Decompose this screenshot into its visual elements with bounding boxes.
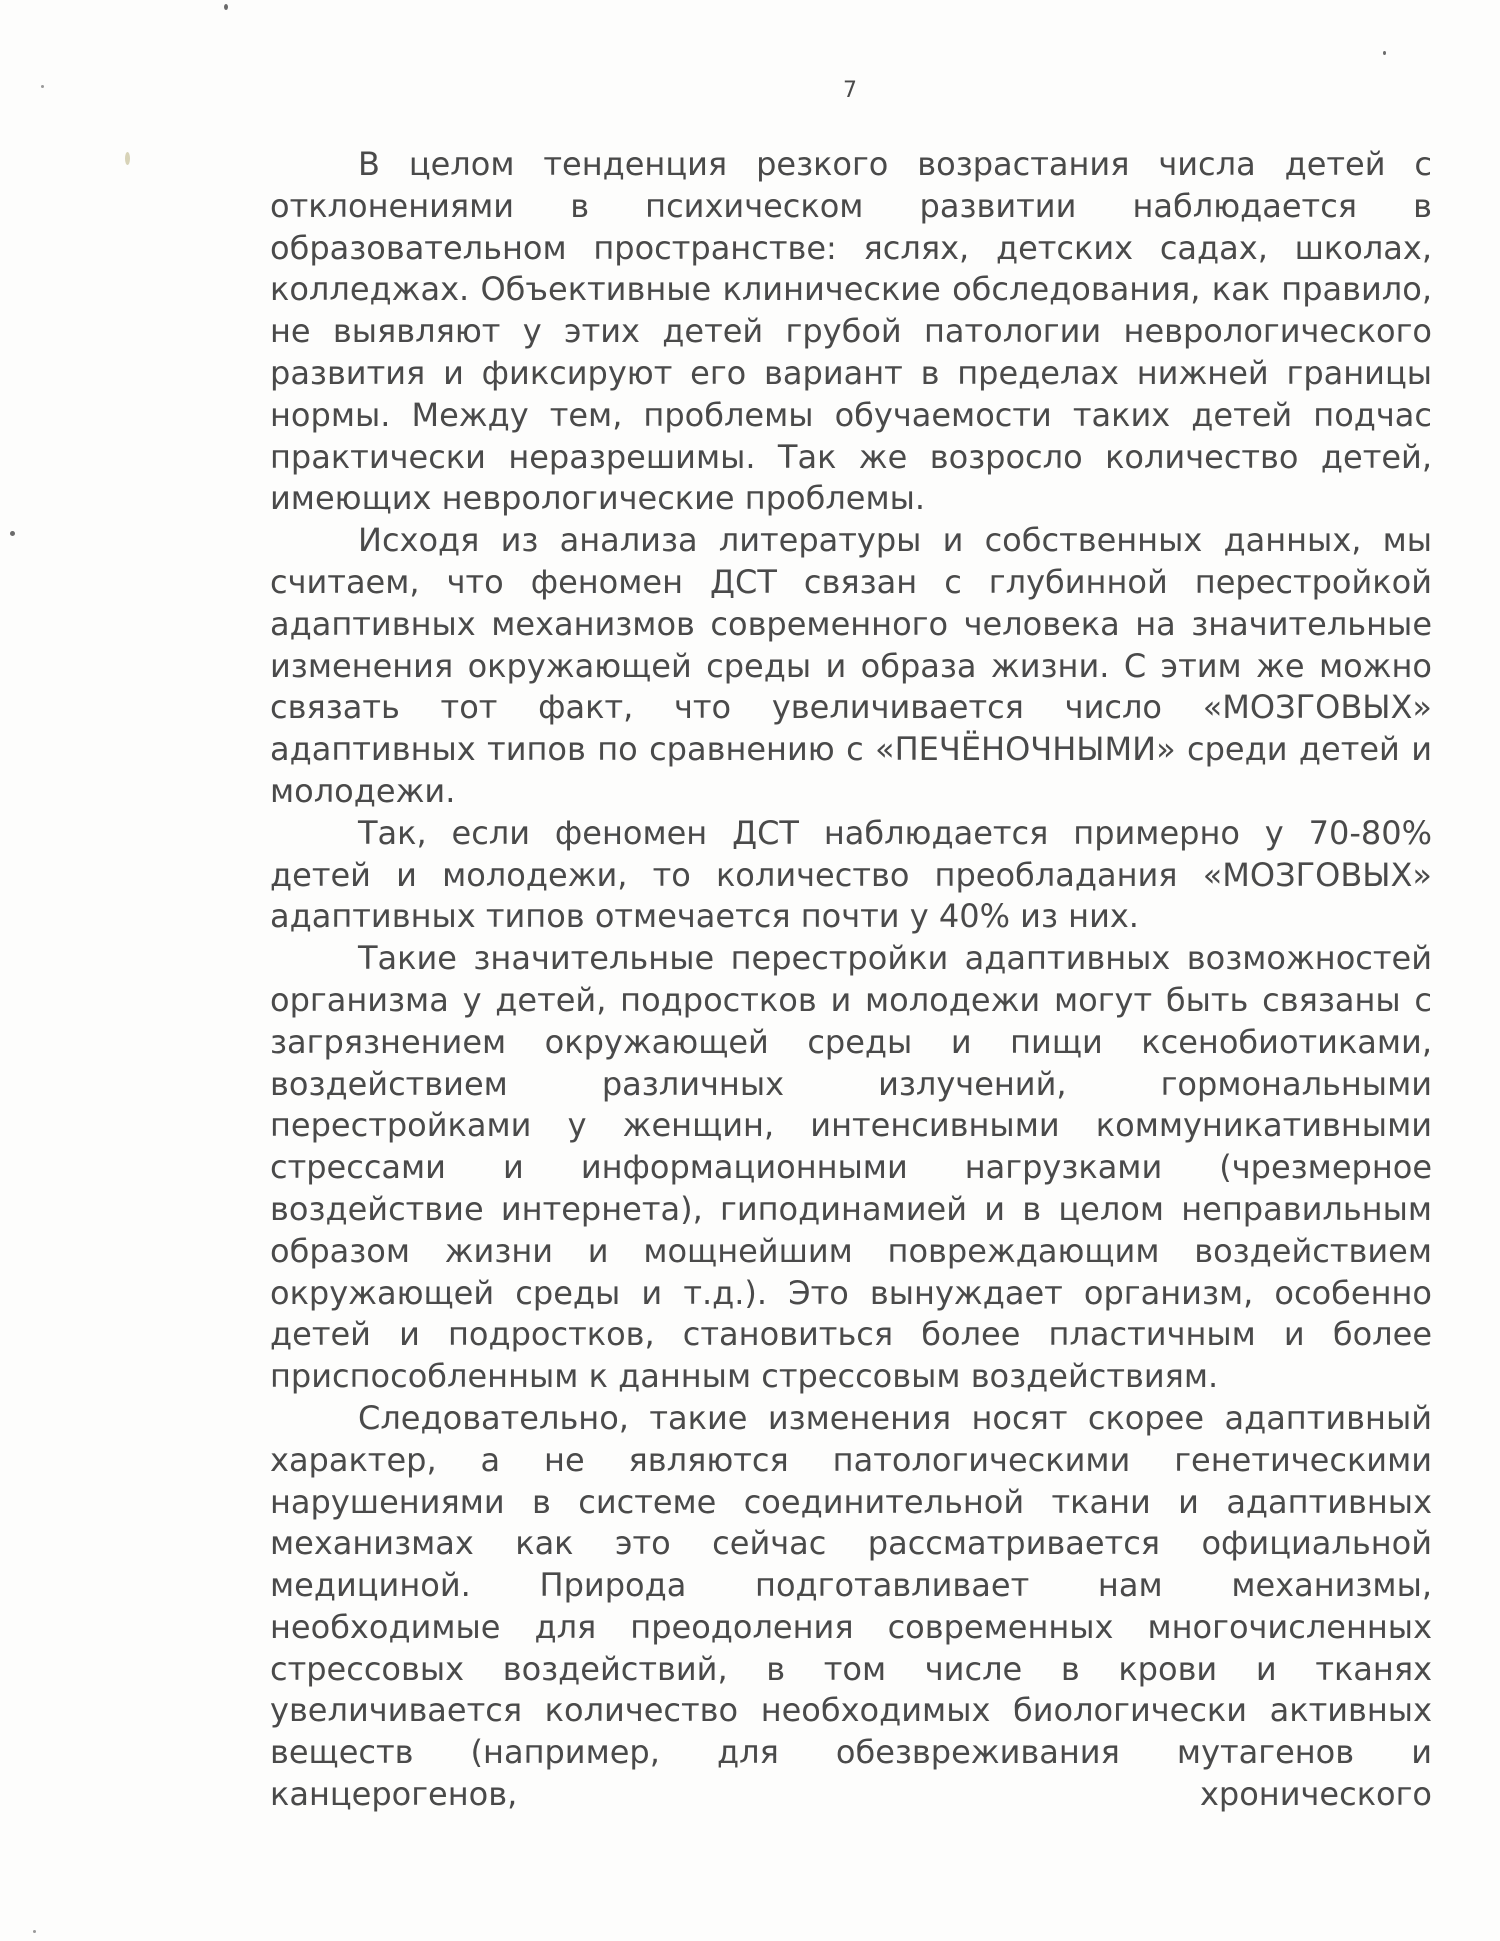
paragraph-5: Следовательно, такие изменения носят скорее адаптивный характер, а не являются патологическими генетическими нарушениями в системе соединительной ткани и адаптивных механизмах как это сейчас рассматривается официальной медициной. Природа подготавливает нам механизмы, необходимые для преодоления современных многочисленных стрессовых воздействий, в том числе в крови и тканях увеличивается количество необходимых биологически активных веществ (например, для обезвреживания мутагенов и канцерогенов, хронического (270, 1398, 1432, 1814)
scan-speck (41, 85, 44, 88)
scan-speck (33, 1930, 36, 1933)
scan-speck (125, 152, 130, 165)
page-number: 7 (843, 78, 857, 103)
scan-speck (1383, 51, 1386, 55)
scan-speck (224, 4, 228, 10)
paragraph-3: Так, если феномен ДСТ наблюдается примерно у 70-80% детей и молодежи, то количество преобладания «МОЗГОВЫХ» адаптивных типов отмечается почти у 40% из них. (270, 813, 1432, 936)
scan-speck (10, 531, 15, 536)
paragraph-2: Исходя из анализа литературы и собственных данных, мы считаем, что феномен ДСТ связан с глубинной перестройкой адаптивных механизмов современного человека на значительные изменения окружающей среды и образа жизни. С этим же можно связать тот факт, что увеличивается число «МОЗГОВЫХ» адаптивных типов по сравнению с «ПЕЧЁНОЧНЫМИ» среди детей и молодежи. (270, 521, 1432, 810)
body-text (270, 144, 1432, 1816)
paragraph-1: В целом тенденция резкого возрастания числа детей с отклонениями в психическом развитии наблюдается в образовательном пространстве: яслях, детских садах, школах, колледжах. Объективные клинические обследования, как правило, не выявляют у этих детей грубой патологии неврологического развития и фиксируют его вариант в пределах нижней границы нормы. Между тем, проблемы обучаемости таких детей подчас практически неразрешимы. Так же возросло количество детей, имеющих неврологические проблемы. (270, 145, 1432, 518)
paragraph-4: Такие значительные перестройки адаптивных возможностей организма у детей, подростков и молодежи могут быть связаны с загрязнением окружающей среды и пищи ксенобиотиками, воздействием различных излучений, гормональными перестройками у женщин, интенсивными коммуникативными стрессами и информационными нагрузками (чрезмерное воздействие интернета), гиподинамией и в целом неправильным образом жизни и мощнейшим повреждающим воздействием окружающей среды и т.д.). Это вынуждает организм, особенно детей и подростков, становиться более пластичным и более приспособленным к данным стрессовым воздействиям. (270, 939, 1432, 1396)
